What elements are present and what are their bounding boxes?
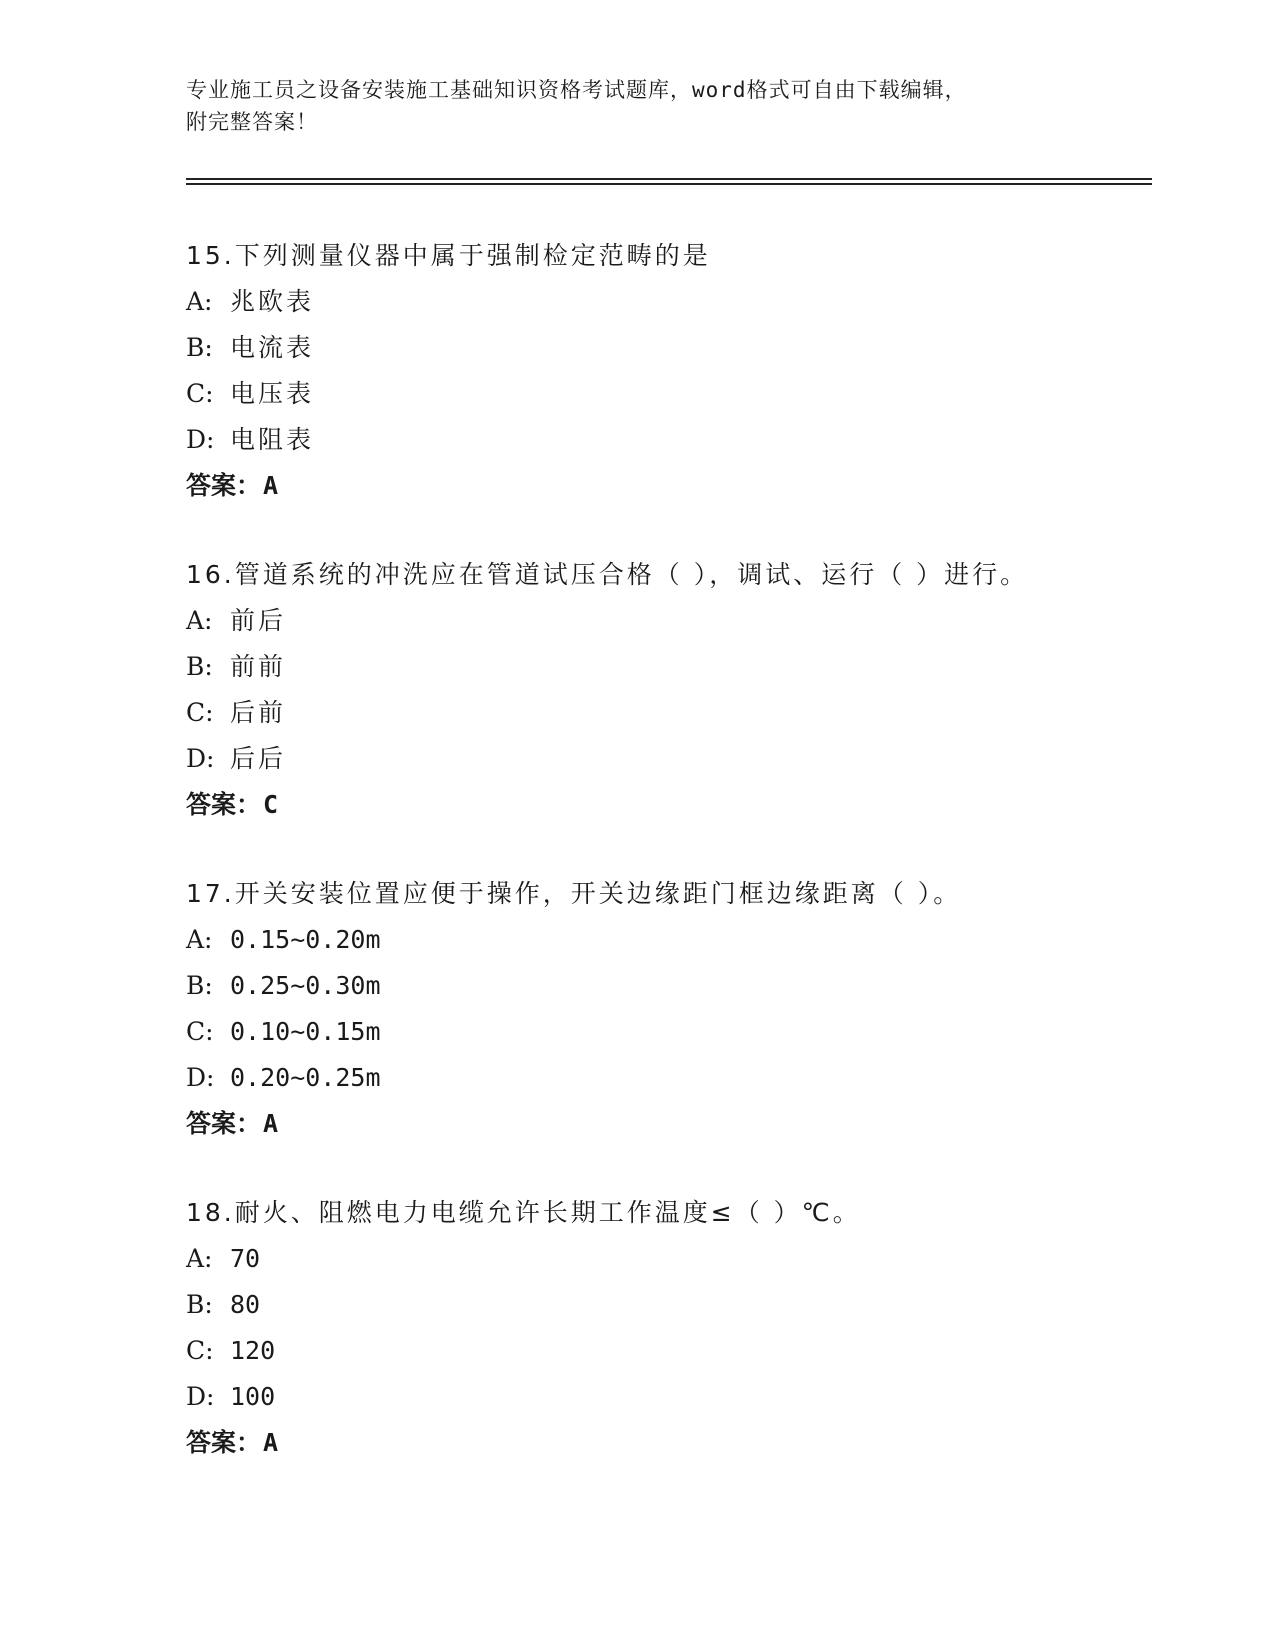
question-title: 16.管道系统的冲洗应在管道试压合格（ ），调试、运行（ ）进行。	[186, 560, 1029, 589]
option-a	[186, 1236, 1146, 1282]
question-title: 18.耐火、阻燃电力电缆允许长期工作温度≤（ ）℃。	[186, 1198, 861, 1227]
option-text: 电阻表	[230, 425, 315, 454]
answer-value: A	[263, 1428, 279, 1457]
answer-label: 答案：	[186, 1109, 262, 1138]
option-d	[186, 736, 1146, 782]
option-key: C:	[186, 379, 214, 408]
answer-line	[186, 1101, 1146, 1147]
option-text: 0.10~0.15m	[230, 1017, 381, 1046]
header-line-2: 附完整答案！	[186, 110, 318, 134]
option-c	[186, 1009, 1146, 1055]
header-divider-top	[186, 178, 1152, 180]
option-b	[186, 325, 1146, 371]
question-18	[186, 1190, 1146, 1466]
answer-label: 答案：	[186, 471, 262, 500]
option-key: A:	[186, 606, 213, 635]
option-key: A:	[186, 287, 213, 316]
option-key: B:	[186, 652, 213, 681]
option-text: 电压表	[230, 379, 315, 408]
option-key: B:	[186, 333, 213, 362]
question-16	[186, 552, 1146, 828]
option-text: 80	[230, 1290, 261, 1319]
option-key: A:	[186, 925, 213, 954]
option-key: D:	[186, 1063, 215, 1092]
question-17	[186, 871, 1146, 1147]
option-text: 100	[230, 1382, 276, 1411]
option-c	[186, 1328, 1146, 1374]
question-title: 15.下列测量仪器中属于强制检定范畴的是	[186, 241, 711, 270]
option-text: 电流表	[230, 333, 315, 362]
answer-line	[186, 463, 1146, 509]
option-text: 0.15~0.20m	[230, 925, 381, 954]
option-text: 兆欧表	[230, 287, 315, 316]
option-text: 后后	[230, 744, 287, 773]
option-text: 120	[230, 1336, 276, 1365]
answer-label: 答案：	[186, 790, 262, 819]
option-text: 70	[230, 1244, 261, 1273]
answer-value: A	[263, 1109, 279, 1138]
answer-value: C	[263, 790, 279, 819]
option-a	[186, 917, 1146, 963]
option-c	[186, 371, 1146, 417]
option-b	[186, 963, 1146, 1009]
header-line-1: 专业施工员之设备安装施工基础知识资格考试题库，word格式可自由下载编辑，	[186, 78, 967, 102]
option-d	[186, 417, 1146, 463]
option-d	[186, 1055, 1146, 1101]
option-b	[186, 1282, 1146, 1328]
question-15	[186, 233, 1146, 509]
option-key: B:	[186, 1290, 213, 1319]
option-key: A:	[186, 1244, 213, 1273]
option-a	[186, 598, 1146, 644]
header-divider-bottom	[186, 183, 1152, 185]
option-text: 0.25~0.30m	[230, 971, 381, 1000]
answer-line	[186, 1420, 1146, 1466]
option-b	[186, 644, 1146, 690]
answer-value: A	[263, 471, 279, 500]
option-key: B:	[186, 971, 213, 1000]
option-text: 前后	[230, 606, 287, 635]
option-key: D:	[186, 744, 215, 773]
option-key: C:	[186, 1336, 214, 1365]
option-text: 前前	[230, 652, 287, 681]
option-key: D:	[186, 425, 215, 454]
option-text: 后前	[230, 698, 287, 727]
option-key: C:	[186, 1017, 214, 1046]
option-c	[186, 690, 1146, 736]
option-d	[186, 1374, 1146, 1420]
option-text: 0.20~0.25m	[230, 1063, 381, 1092]
answer-line	[186, 782, 1146, 828]
option-a	[186, 279, 1146, 325]
option-key: C:	[186, 698, 214, 727]
answer-label: 答案：	[186, 1428, 262, 1457]
document-header	[186, 74, 1086, 138]
question-title: 17.开关安装位置应便于操作，开关边缘距门框边缘距离（ ）。	[186, 879, 962, 908]
option-key: D:	[186, 1382, 215, 1411]
